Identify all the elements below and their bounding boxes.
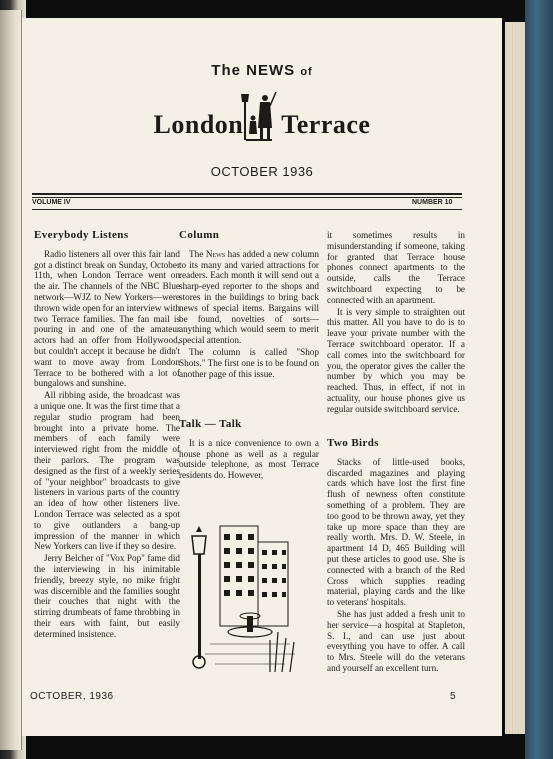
article-heading: Everybody Listens — [34, 229, 129, 241]
masthead-of-text: of — [300, 66, 313, 78]
number-label: NUMBER 10 — [412, 199, 453, 206]
article-talk-talk — [179, 419, 319, 482]
article-paragraph: It is a nice convenience to own a house phone as well as a regular outside telephone, as most Terrace residents do. However, — [179, 437, 319, 481]
page-number: 5 — [450, 691, 456, 702]
page-stack-edge — [505, 22, 525, 734]
footer-date: OCTOBER, 1936 — [30, 691, 114, 702]
lamplighter-logo-icon — [238, 88, 278, 144]
article-paragraph: All ribbing aside, the broadcast was a unique one. It was the first time that a regular studio program had been brought into a private home. The members of each family were interviewed right from the middle of their parlors. The program was designed as the first of a weekly series of "your neighbor" broadcasts to give listeners in various parts of the country an idea of how other listeners live. London Terrace was selected as a spot to give outlanders a bang-up impression of the manner in which New Yorkers can live if they so desire. — [34, 390, 180, 552]
volume-label: VOLUME IV — [32, 199, 71, 206]
article-paragraph: The column is called "Shop Shots." The first one is to be found on another page of this issue. — [179, 346, 319, 379]
rule-top-thin — [32, 197, 462, 198]
article-heading: Column — [179, 229, 220, 241]
masthead-title-right: Terrace — [281, 110, 371, 139]
text-run: has added a new column to its many and varied attractions for readers. Each month it will send out a sharp-eyed reporter to the shops and stores in the buildings to bring back news of special items. Bargains will be found, novelties of sorts—anything which would seem to merit special attention. — [179, 248, 319, 346]
article-paragraph: Stacks of little-used books, discarded magazines and playing cards which have lost the first fine flush of newness often constitute something of a problem. They are too good to be thrown away, yet they take up more space than they are really worth. Mrs. D. W. Steele, in apartment 14 D, 465 Building will put these articles to good use. She is connected with a branch of the Red Cross which supplies reading material, playing cards and the like to veterans' hospitals. — [327, 456, 465, 608]
text-run: The — [189, 248, 206, 259]
article-heading: Two Birds — [327, 437, 379, 449]
binder-right-cover — [525, 0, 553, 759]
article-paragraph: Radio listeners all over this fair land got a distinct break on Sunday, October 11th, when London Terrace went on the air. The channels of the NBC Blue network—WJZ to New Yorkers—were thrown wide open for an interview with two Terrace families. The fan mail is pouring in and one of the amateur actors had an offer from Hollywood, but couldn't accept it because he didn't want to move away from London Terrace to be bothered with a lot of bungalows and sunshine. — [34, 248, 180, 389]
terrace-fountain-illustration — [190, 514, 302, 674]
masthead-the-news-text: The NEWS — [211, 62, 296, 79]
rule-bottom — [32, 209, 462, 210]
article-column — [179, 230, 319, 380]
masthead-title-left: London — [153, 110, 244, 139]
article-two-birds — [327, 438, 465, 675]
article-paragraph — [179, 249, 319, 346]
article-paragraph: It is very simple to straighten out this matter. All you have to do is to leave your private number with the Terrace switchboard operator. If a call comes into the switchboard for you, the operator gives the caller the number by which you may be reached. Thus, in effect, if not in actuality, our house phones give us regular outside switchboard service. — [327, 306, 465, 414]
masthead-date: OCTOBER 1936 — [210, 164, 314, 179]
previous-page-edge — [0, 10, 22, 750]
masthead-the-news — [22, 62, 502, 79]
article-paragraph: Jerry Belcher of "Vox Pop" fame did the interviewing in his inimitable friendly, breezy style, no mike fright was discernible and the families sought their couches that night with the stirring drumbeats of fame throbbing in their ears with faint, but easily determined insistence. — [34, 553, 180, 639]
news-word: News — [205, 248, 226, 259]
article-paragraph: it sometimes results in misunderstanding if someone, taking for granted that Terrace house phones connect apartments to the outside, calls the Terrace switchboard expecting to be connected with an apartment. — [327, 230, 465, 305]
rule-top — [32, 193, 462, 195]
newsletter-page — [22, 18, 502, 736]
article-paragraph: She has just added a fresh unit to her service—a hospital at Stapleton, S. I., and can use just about everything you have to offer. A call to Mrs. Steele will do the veterans and yourself an excellent turn. — [327, 608, 465, 673]
article-everybody-listens — [34, 230, 180, 640]
article-heading: Talk — Talk — [179, 418, 242, 430]
article-talk-talk-continued — [327, 230, 465, 416]
